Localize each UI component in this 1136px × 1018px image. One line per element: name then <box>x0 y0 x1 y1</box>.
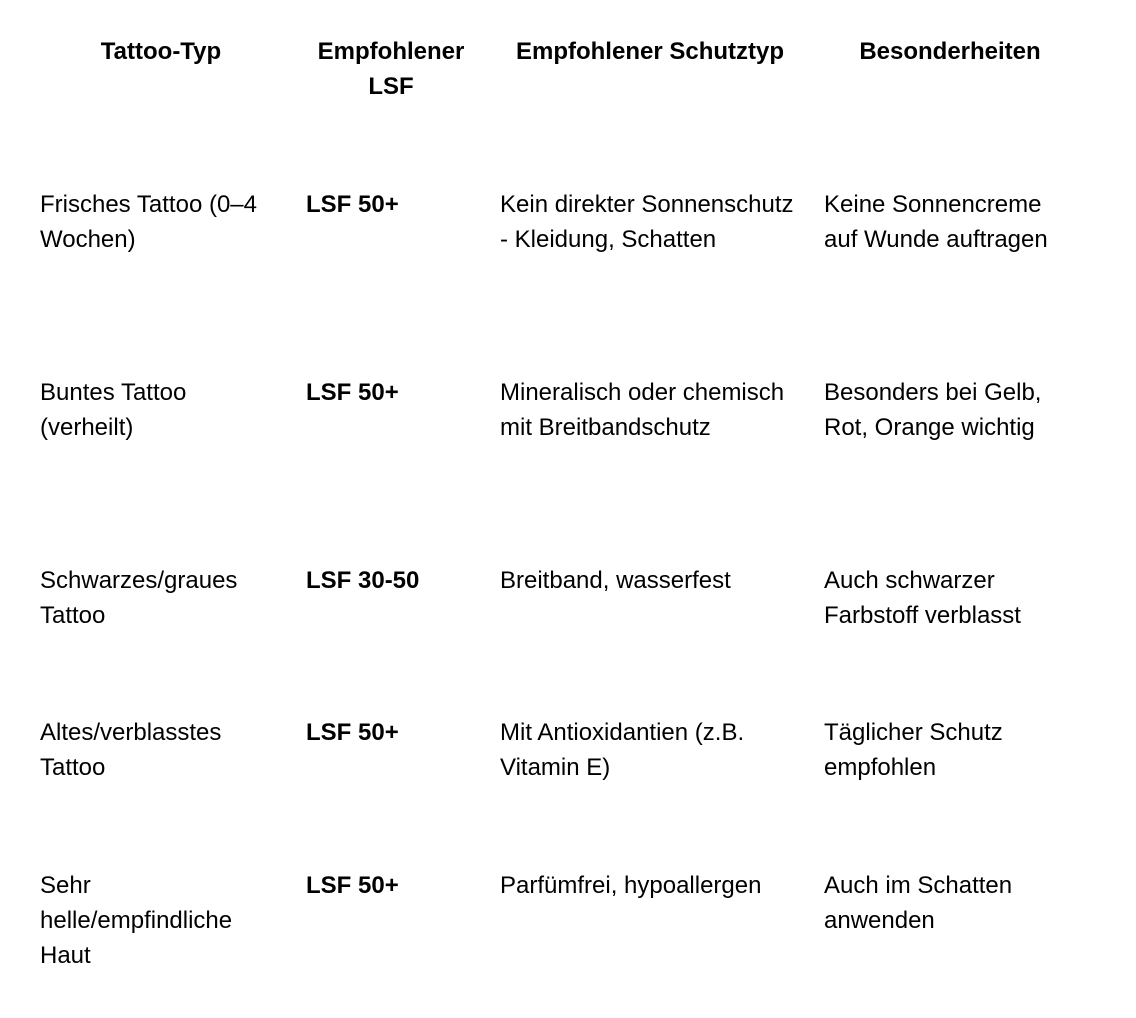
cell-spf: LSF 50+ <box>306 872 399 899</box>
tattoo-sunscreen-table <box>28 32 1088 978</box>
cell-spf: LSF 30-50 <box>306 567 420 594</box>
cell-spf: LSF 50+ <box>306 191 399 218</box>
cell-notes: Auch im Schatten anwenden <box>824 872 1013 934</box>
header-protection-type: Empfohlener Schutztyp <box>515 38 785 65</box>
cell-tattoo-type: Buntes Tattoo (verheilt) <box>40 379 187 441</box>
cell-spf: LSF 50+ <box>306 379 399 406</box>
table-row <box>28 715 1088 868</box>
table-row <box>28 563 1088 715</box>
table-row <box>28 868 1088 978</box>
cell-notes: Keine Sonnencreme auf Wunde auftragen <box>824 191 1048 253</box>
cell-protection-type: Mineralisch oder chemisch mit Breitbandschutz <box>500 379 785 441</box>
cell-tattoo-type: Schwarzes/graues Tattoo <box>40 567 238 629</box>
cell-spf: LSF 50+ <box>306 719 399 746</box>
header-special-notes: Besonderheiten <box>859 38 1041 65</box>
header-tattoo-type: Tattoo-Typ <box>100 38 222 65</box>
table-row <box>28 187 1088 375</box>
cell-tattoo-type: Frisches Tattoo (0–4 Wochen) <box>40 191 257 253</box>
cell-tattoo-type: Altes/verblasstes Tattoo <box>40 719 222 781</box>
table-row <box>28 375 1088 563</box>
cell-notes: Besonders bei Gelb, Rot, Orange wichtig <box>824 379 1042 441</box>
cell-notes: Auch schwarzer Farbstoff verblasst <box>824 567 1021 629</box>
cell-protection-type: Mit Antioxidantien (z.B. Vitamin E) <box>500 719 745 781</box>
cell-tattoo-type: Sehr helle/empfindliche Haut <box>40 872 233 969</box>
cell-protection-type: Parfümfrei, hypoallergen <box>500 872 762 899</box>
cell-protection-type: Breitband, wasserfest <box>500 567 731 594</box>
cell-protection-type: Kein direkter Sonnenschutz - Kleidung, Schatten <box>500 191 794 253</box>
header-recommended-spf: Empfohlener LSF <box>317 38 465 100</box>
table-header-row <box>28 32 1088 187</box>
cell-notes: Täglicher Schutz empfohlen <box>824 719 1003 781</box>
